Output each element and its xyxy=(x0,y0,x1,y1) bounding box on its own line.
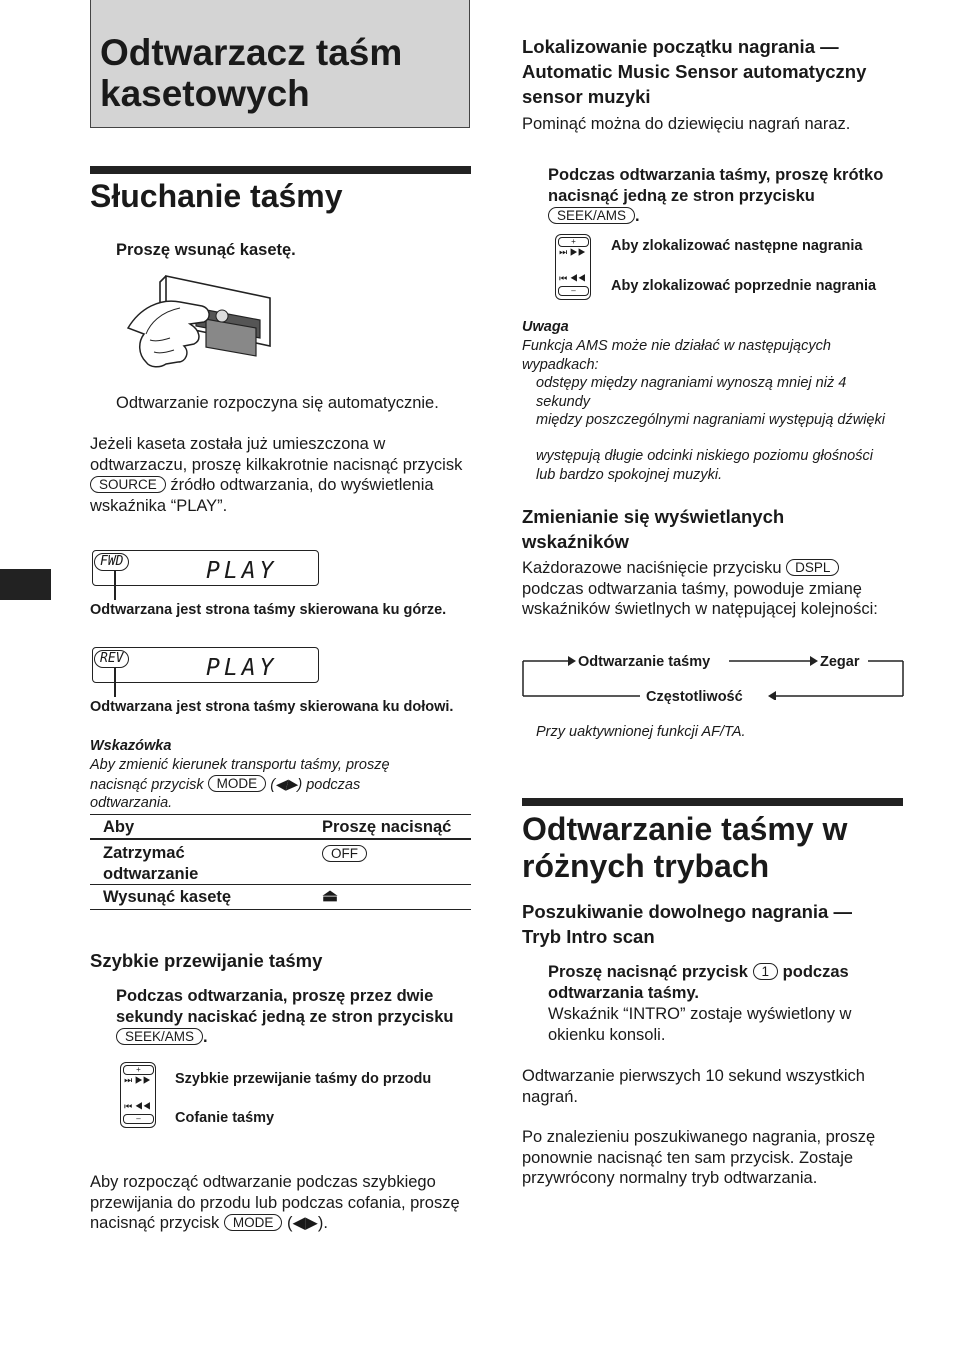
table-bottom-rule xyxy=(90,909,471,910)
intro-para-2: Po znalezieniu poszukiwanego nagrania, proszę ponownie nacisnąć ten sam przycisk. Zostaje przywrócony normalny tryb odtwarzania. xyxy=(522,1128,876,1187)
flow-footnote: Przy uaktywnionej funkcji AF/TA. xyxy=(536,724,746,740)
note-item-3: występują długie odcinki niskiego poziomu głośności lub bardzo spokojnej muzyki. xyxy=(536,448,873,483)
source-paragraph: Jeżeli kaseta została już umieszczona w odtwarzaczu, proszę kilkakrotnie nacisnąć przycisk SOURCE źródło odtwarzania, do wyświetlenia wskaźnika “PLAY”. xyxy=(90,435,463,515)
table-row-rule xyxy=(90,884,471,885)
table-header-button: Proszę nacisnąć xyxy=(322,818,452,836)
table-top-rule xyxy=(90,814,471,815)
lcd-play-text-1: PLAY xyxy=(206,558,278,584)
note-item-1: odstępy między nagraniami wynoszą mniej niż 4 sekundy xyxy=(536,375,847,410)
rev-indicator: REV xyxy=(94,650,129,668)
source-button: SOURCE xyxy=(90,476,166,493)
intro-indicator-text: Wskaźnik “INTRO” zostaje wyświetlony w okienku konsoli. xyxy=(548,1005,852,1044)
fwd-caption: Odtwarzana jest strona taśmy skierowana ku górze. xyxy=(90,602,447,618)
section-bar xyxy=(90,166,471,174)
dspl-button: DSPL xyxy=(786,559,839,576)
ams-next-label: Aby zlokalizować następne nagrania xyxy=(611,238,863,254)
table-row-stop-action: Zatrzymać odtwarzanie xyxy=(103,844,199,883)
lcd-play-text-2: PLAY xyxy=(206,655,278,681)
cassette-insert-illustration xyxy=(120,268,280,378)
seek-ams-button: SEEK/AMS xyxy=(116,1028,203,1045)
flow-clock: Zegar xyxy=(820,654,860,670)
eject-icon: ⏏ xyxy=(322,886,339,905)
section-bar xyxy=(522,798,903,806)
ams-step: Podczas odtwarzania taśmy, proszę krótko nacisnąć jedną ze stron przycisku SEEK/AMS . xyxy=(548,166,884,225)
ams-title: Lokalizowanie początku nagrania — Automatic Music Sensor automatyczny sensor muzyki xyxy=(522,36,867,107)
ams-rocker-icon: + ⏭ ▶▶ ⏮ ◀◀ – xyxy=(555,234,591,300)
auto-play-text: Odtwarzanie rozpoczyna się automatycznie. xyxy=(116,394,439,412)
mode-button: MODE xyxy=(224,1214,283,1231)
note-intro: Funkcja AMS może nie działać w następujących wypadkach: xyxy=(522,338,831,373)
step-insert-cassette: Proszę wsunąć kasetę. xyxy=(116,241,296,259)
seek-ams-button: SEEK/AMS xyxy=(548,207,635,224)
note-title: Uwaga xyxy=(522,319,569,335)
chapter-title: Odtwarzacz taśm kasetowych xyxy=(100,32,403,114)
flow-tape-playback: Odtwarzanie taśmy xyxy=(578,654,711,670)
intro-scan-title: Poszukiwanie dowolnego nagrania — Tryb Intro scan xyxy=(522,901,852,947)
rev-caption: Odtwarzana jest strona taśmy skierowana ku dołowi. xyxy=(90,699,454,715)
intro-step: Proszę nacisnąć przycisk 1 podczas odtwarzania taśmy. xyxy=(548,963,849,1002)
section-title-modes: Odtwarzanie taśmy w różnych trybach xyxy=(522,811,848,884)
table-header-action: Aby xyxy=(103,818,135,836)
ff-title: Szybkie przewijanie taśmy xyxy=(90,950,323,971)
ff-forward-label: Szybkie przewijanie taśmy do przodu xyxy=(175,1071,432,1087)
ff-rewind-label: Cofanie taśmy xyxy=(175,1110,275,1126)
flow-frequency: Częstotliwość xyxy=(646,689,743,705)
table-row-stop-button xyxy=(322,845,367,864)
tip-title: Wskazówka xyxy=(90,738,172,754)
dspl-title: Zmienianie się wyświetlanych wskaźników xyxy=(522,506,785,552)
ff-step: Podczas odtwarzania, proszę przez dwie sekundy naciskać jedną ze stron przycisku SEEK/AMS . xyxy=(116,987,454,1046)
table-header-rule xyxy=(90,838,471,840)
button-1: 1 xyxy=(753,963,779,980)
section-title-listening: Słuchanie taśmy xyxy=(90,178,343,214)
side-tab-marker xyxy=(0,569,51,600)
off-button: OFF xyxy=(322,845,367,862)
intro-para-1: Odtwarzanie pierwszych 10 sekund wszystkich nagrań. xyxy=(522,1067,865,1106)
fwd-indicator: FWD xyxy=(94,553,129,571)
dspl-paragraph: Każdorazowe naciśnięcie przycisku DSPL podczas odtwarzania taśmy, powoduje zmianę wskaźników świetlnych w natępującej kolejności: xyxy=(522,559,878,618)
tip-text: Aby zmienić kierunek transportu taśmy, proszę nacisnąć przycisk MODE (◀▶) podczas odtwarzania. xyxy=(90,757,390,811)
seek-rocker-icon: + ⏭ ▶▶ ⏮ ◀◀ – xyxy=(120,1062,156,1128)
ams-prev-label: Aby zlokalizować poprzednie nagrania xyxy=(611,278,877,294)
table-row-eject-action: Wysunąć kasetę xyxy=(103,888,232,906)
ams-intro: Pominąć można do dziewięciu nagrań naraz. xyxy=(522,115,851,133)
mode-button: MODE xyxy=(208,775,267,792)
ff-paragraph: Aby rozpocząć odtwarzanie podczas szybkiego przewijania do przodu lub podczas cofania, proszę nacisnąć przycisk MODE (◀▶). xyxy=(90,1173,460,1232)
note-item-2: między poszczególnymi nagraniami występują dźwięki xyxy=(536,412,885,428)
callout-line xyxy=(114,667,116,697)
callout-line xyxy=(114,570,116,600)
